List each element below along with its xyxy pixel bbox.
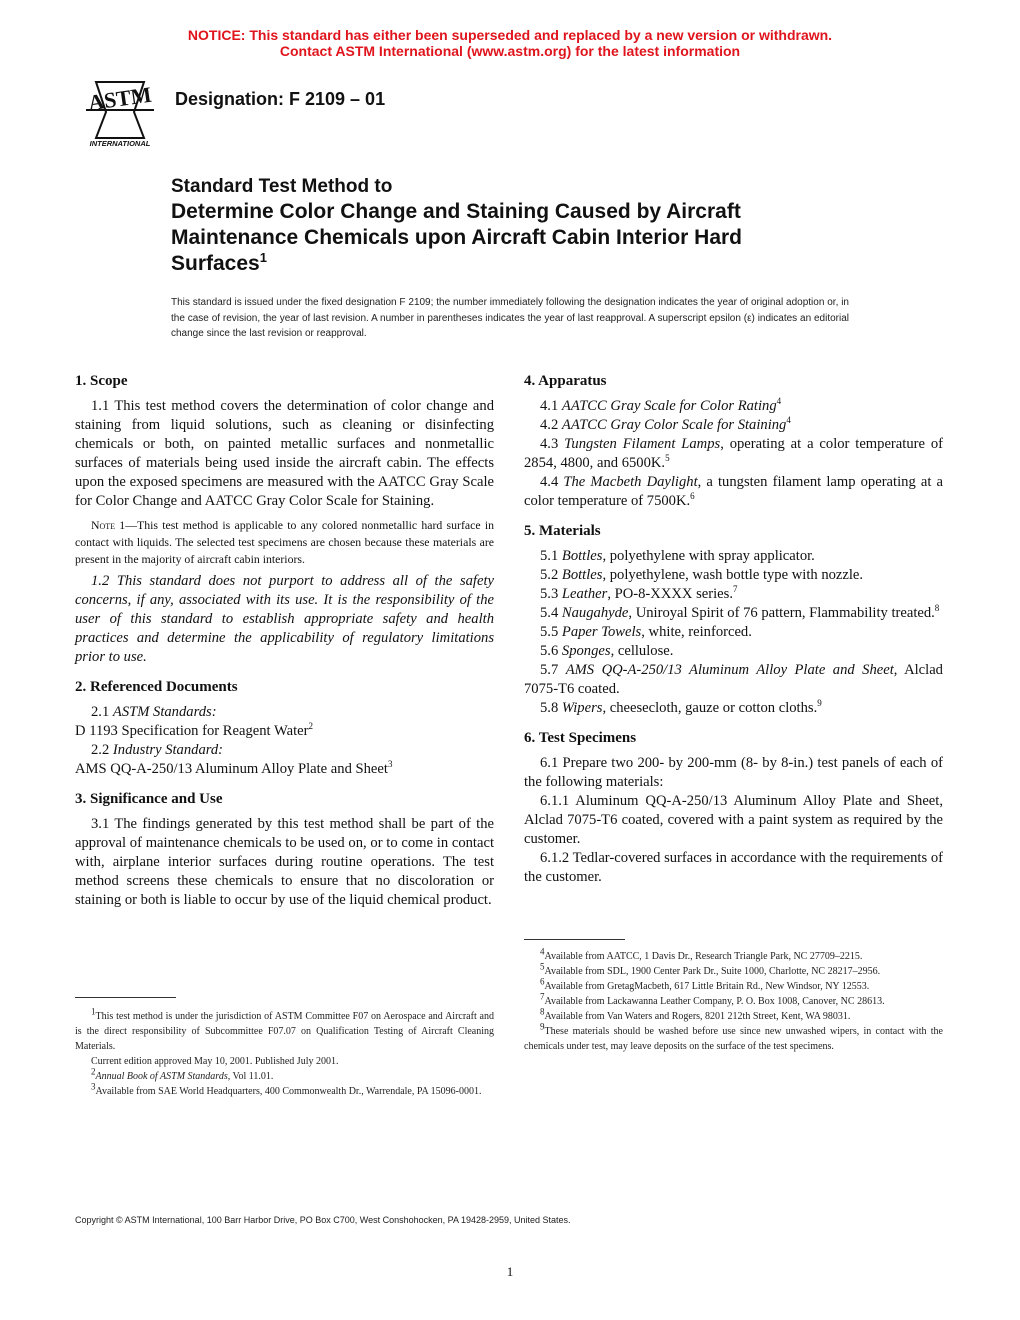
footnote-2: $^2$Annual Book of ASTM Standards, Vol 11.01.	[91, 1066, 274, 1082]
refdocs-l1: 2.1 ASTM Standards:	[91, 704, 217, 720]
scope-note: Note 1—This test method is applicable to any colored nonmetallic hard surface in contact with liquids. The selected test specimens are chosen because these materials are present in the majority of aircraft cabin interiors.	[75, 518, 494, 566]
materials-item-5: 5.5 Paper Towels, white, reinforced.	[540, 624, 752, 640]
footnote-4: $^4$Available from AATCC, 1 Davis Dr., Research Triangle Park, NC 27709–2215.	[540, 946, 863, 962]
refdocs-l2: D 1193 Specification for Reagent Water$^2$	[75, 721, 313, 739]
designation: Designation: F 2109 – 01	[175, 89, 386, 109]
materials-item-1: 5.1 Bottles, polyethylene with spray applicator.	[540, 548, 815, 564]
footnote-rule-left	[75, 997, 176, 998]
right-column	[524, 372, 943, 887]
scope-p2: 1.2 This standard does not purport to address all of the safety concerns, if any, associated with its use. It is the responsibility of the user of this standard to establish appropriate safety and health practices and determine the applicability of regulatory limitations prior to use.	[75, 573, 494, 665]
notice-line-1: NOTICE: This standard has either been superseded and replaced by a new version or withdrawn.	[187, 27, 833, 43]
footnote-6: $^6$Available from GretagMacbeth, 617 Little Britain Rd., New Windsor, NY 12553.	[540, 976, 870, 992]
logo-text: ASTM	[86, 81, 154, 116]
footnote-rule-right	[524, 939, 625, 940]
title-line-4: Surfaces$^1$	[171, 250, 267, 275]
materials-item-8: 5.8 Wipers, cheesecloth, gauze or cotton cloths.$^9$	[540, 698, 822, 716]
specimens-heading: 6. Test Specimens	[524, 730, 637, 746]
preamble: This standard is issued under the fixed designation F 2109; the number immediately following the designation indicates the year of original adoption or, in the case of revision, the year of last revision. A number in parentheses indicates the year of last reapproval. A superscript epsilon (ε) indicates an editorial change since the last revision or reapproval.	[171, 297, 849, 339]
title-line-2: Determine Color Change and Staining Caused by Aircraft	[171, 200, 741, 223]
title-line-1: Standard Test Method to	[171, 176, 393, 197]
significance-p1: 3.1 The findings generated by this test method shall be part of the approval of maintenance chemicals to be used on, or to come in contact with, airplane interior surfaces during routine operations. The test method screens these chemicals to ensure that no discoloration or staining or both is liable to occur by use of the liquid chemical product.	[75, 816, 494, 908]
title-line-3: Maintenance Chemicals upon Aircraft Cabin Interior Hard	[171, 226, 742, 249]
materials-item-6: 5.6 Sponges, cellulose.	[540, 643, 674, 659]
specimens-p2: 6.1.1 Aluminum QQ-A-250/13 Aluminum Alloy Plate and Sheet, Alclad 7075-T6 coated, covered with a paint system as required by the customer.	[524, 793, 943, 847]
apparatus-item-3: 4.3 Tungsten Filament Lamps, operating at a color temperature of 2854, 4800, and 6500K.$^5$	[524, 436, 943, 471]
materials-item-7: 5.7 AMS QQ-A-250/13 Aluminum Alloy Plate and Sheet, Alclad 7075-T6 coated.	[524, 662, 943, 697]
specimens-p1: 6.1 Prepare two 200- by 200-mm (8- by 8-in.) test panels of each of the following materials:	[524, 755, 943, 790]
specimens-p3: 6.1.2 Tedlar-covered surfaces in accordance with the requirements of the customer.	[524, 850, 943, 885]
left-footnotes	[75, 1006, 494, 1099]
materials-item-3: 5.3 Leather, PO-8-XXXX series.$^7$	[540, 584, 738, 602]
materials-item-4: 5.4 Naugahyde, Uniroyal Spirit of 76 pattern, Flammability treated.$^8$	[540, 603, 940, 621]
apparatus-item-4: 4.4 The Macbeth Daylight, a tungsten filament lamp operating at a color temperature of 7500K.$^6$	[524, 474, 943, 509]
scope-heading: 1. Scope	[75, 373, 128, 389]
materials-item-2: 5.2 Bottles, polyethylene, wash bottle type with nozzle.	[540, 567, 864, 583]
astm-logo-icon	[78, 76, 162, 148]
footnote-3: $^3$Available from SAE World Headquarters, 400 Commonwealth Dr., Warrendale, PA 15096-0001.	[91, 1081, 482, 1097]
footnote-1b: Current edition approved May 10, 2001. Published July 2001.	[91, 1056, 339, 1067]
refdocs-l3: 2.2 Industry Standard:	[91, 742, 224, 758]
footnote-5: $^5$Available from SDL, 1900 Center Park Dr., Suite 1000, Charlotte, NC 28217–2956.	[540, 961, 881, 977]
apparatus-item-1: 4.1 AATCC Gray Scale for Color Rating$^4$	[540, 396, 782, 414]
materials-heading: 5. Materials	[524, 523, 601, 539]
logo-subtext: INTERNATIONAL	[89, 139, 151, 148]
notice-line-2: Contact ASTM International (www.astm.org) for the latest information	[279, 43, 741, 59]
scope-p1: 1.1 This test method covers the determination of color change and staining from liquid solutions, such as cleaning or disinfecting chemicals or both, on painted metallic surfaces and nonmetallic surfaces of materials being used inside the aircraft cabin. The effects upon the exposed specimens are measured with the AATCC Gray Scale for Color Change and AATCC Gray Color Scale for Staining.	[75, 398, 494, 509]
right-footnotes	[524, 946, 943, 1054]
footnote-8: $^8$Available from Van Waters and Rogers, 8201 212th Street, Kent, WA 98031.	[540, 1006, 851, 1022]
significance-heading: 3. Significance and Use	[75, 791, 223, 807]
document-title	[171, 199, 851, 277]
notice-banner	[0, 27, 1020, 59]
footnote-1: $^1$This test method is under the jurisdiction of ASTM Committee F07 on Aerospace and Aircraft and is the direct responsibility of Subcommittee F07.07 on Qualification Testing of Aircraft Cleaning Materials.	[75, 1006, 494, 1052]
apparatus-item-2: 4.2 AATCC Gray Color Scale for Staining$^4$	[540, 415, 791, 433]
footnote-9: $^9$These materials should be washed before use since new unwashed wipers, in contact with the chemicals under test, may leave deposits on the surface of the test specimens.	[524, 1021, 943, 1052]
copyright: Copyright © ASTM International, 100 Barr Harbor Drive, PO Box C700, West Conshohocken, PA 19428-2959, United States.	[75, 1215, 571, 1225]
refdocs-l4: AMS QQ-A-250/13 Aluminum Alloy Plate and Sheet$^3$	[75, 759, 393, 777]
footnote-7: $^7$Available from Lackawanna Leather Company, P. O. Box 1008, Canover, NC 28613.	[540, 991, 885, 1007]
page-number: 1	[506, 1264, 514, 1279]
refdocs-heading: 2. Referenced Documents	[75, 679, 238, 695]
left-column	[75, 372, 494, 910]
apparatus-heading: 4. Apparatus	[524, 373, 607, 389]
